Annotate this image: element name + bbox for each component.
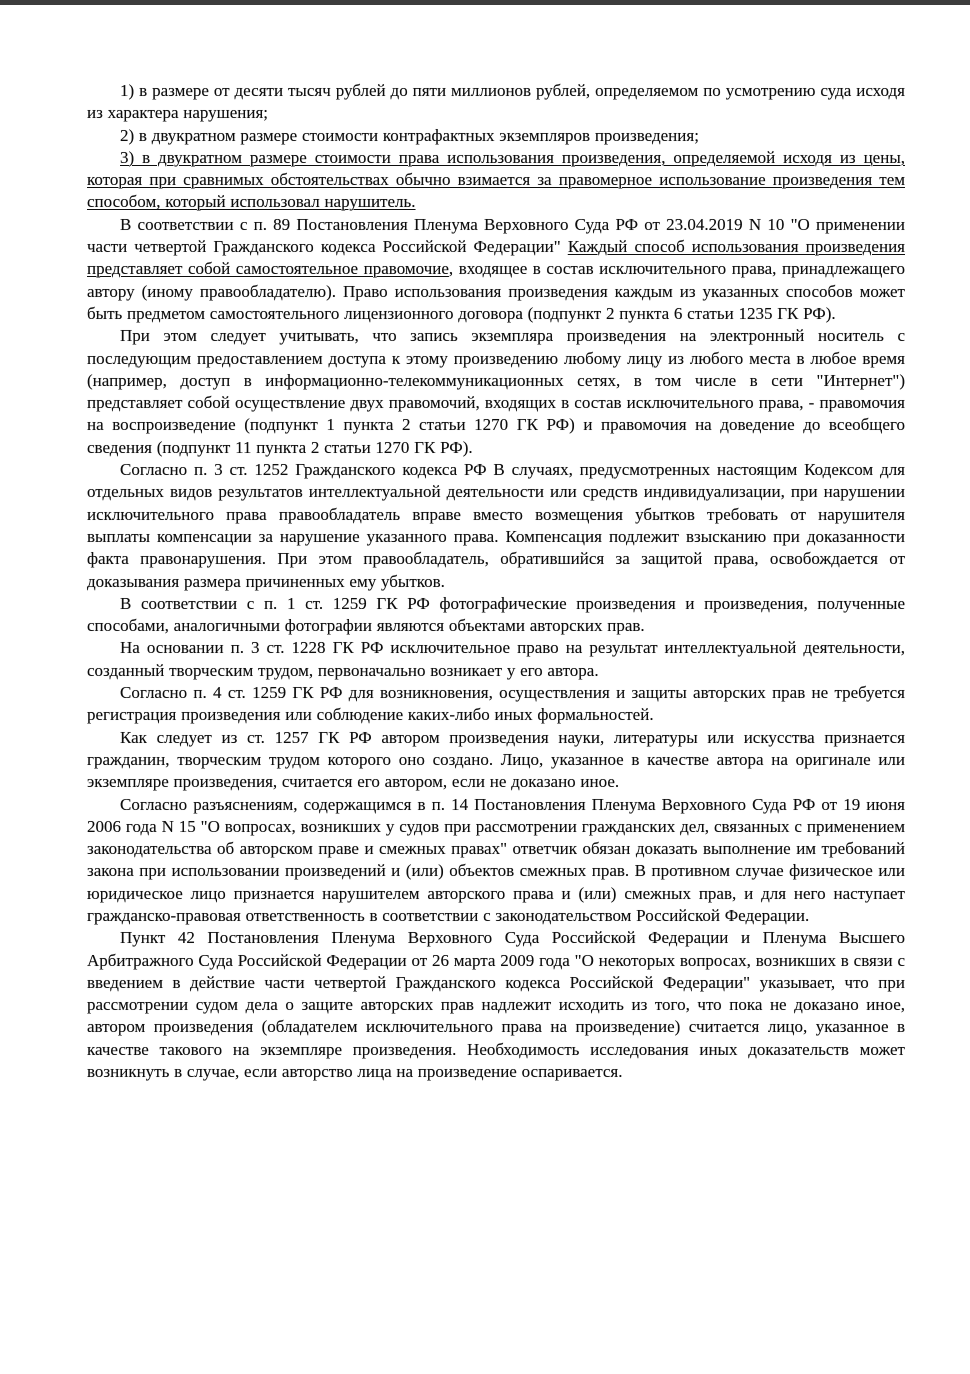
paragraph-para-p14-plenum-2006 bbox=[87, 794, 905, 928]
paragraph-item-3 bbox=[87, 147, 905, 214]
text-segment: При этом следует учитывать, что запись экземпляра произведения на электронный носитель с последующим предоставлением доступа к этому произведению любому лицу из любого места в любое время (например, доступ в информационно-телекоммуникационных сетях, в том числе в сети "Интернет") представляет собой осуществление двух правомочий, входящих в состав исключительного права, - правомочия на воспроизведение (подпункт 1 пункта 2 статьи 1270 ГК РФ) и правомочия на доведение до всеобщего сведения (подпункт 11 пункта 2 статьи 1270 ГК РФ). bbox=[87, 326, 905, 457]
paragraph-item-2 bbox=[87, 125, 905, 147]
scan-top-edge-bar bbox=[0, 0, 970, 5]
paragraph-para-p42-plenum-2009 bbox=[87, 927, 905, 1083]
paragraph-para-st-1259-p1 bbox=[87, 593, 905, 638]
text-segment: 1) в размере от десяти тысяч рублей до пяти миллионов рублей, определяемом по усмотрению суда исходя из характера нарушения; bbox=[87, 81, 905, 123]
text-segment: Как следует из ст. 1257 ГК РФ автором произведения науки, литературы или искусства признается гражданин, творческим трудом которого оно создано. Лицо, указанное в качестве автора на оригинале или экземпляре произведения, считается его автором, если не доказано иное. bbox=[87, 727, 905, 792]
underlined-text-segment: Каждый способ использования произведения представляет собой самостоятельное правомочие bbox=[87, 237, 905, 279]
text-segment: Согласно п. 4 ст. 1259 ГК РФ для возникновения, осуществления и защиты авторских прав не требуется регистрация произведения или соблюдение каких-либо иных формальностей. bbox=[87, 683, 905, 725]
text-segment: В соответствии с п. 89 Постановления Пленума Верховного Суда РФ от 23.04.2019 N 10 "О применении части четвертой Гражданского кодекса Российской Федерации" bbox=[87, 214, 905, 257]
paragraph-para-p89-plenum-2019 bbox=[87, 214, 905, 325]
text-segment: 2) в двукратном размере стоимости контрафактных экземпляров произведения; bbox=[120, 125, 699, 145]
paragraph-para-st-1259-p4 bbox=[87, 682, 905, 727]
text-segment: Пункт 42 Постановления Пленума Верховного Суда Российской Федерации и Пленума Высшего Арбитражного Суда Российской Федерации от 26 марта 2009 года "О некоторых вопросах, возникших в связи с введением в действие части четвертой Гражданского кодекса Российской Федерации" указывает, что при рассмотрении судом дела о защите авторских прав надлежит исходить из того, что пока не доказано иное, автором произведения (обладателем исключительного права на произведение) считается лицо, указанное в качестве такового на экземпляре произведения. Необходимость исследования иных доказательств может возникнуть в случае, если авторство лица на произведение оспаривается. bbox=[87, 928, 905, 1082]
paragraph-para-st-1252 bbox=[87, 459, 905, 593]
paragraph-para-electronic-copy bbox=[87, 325, 905, 459]
paragraph-para-st-1257 bbox=[87, 727, 905, 794]
text-segment: Согласно п. 3 ст. 1252 Гражданского кодекса РФ В случаях, предусмотренных настоящим Кодексом для отдельных видов результатов интеллектуальной деятельности или средств индивидуализации, при нарушении исключительного права правообладатель вправе вместо возмещения убытков требовать от нарушителя выплаты компенсации за нарушение указанного права. Компенсация подлежит взысканию при доказанности факта правонарушения. При этом правообладатель, обратившийся за защитой права, освобождается от доказывания размера причиненных ему убытков. bbox=[87, 460, 905, 591]
text-segment: В соответствии с п. 1 ст. 1259 ГК РФ фотографические произведения и произведения, полученные способами, аналогичными фотографии являются объектами авторских прав. bbox=[87, 593, 905, 636]
document-text bbox=[87, 80, 905, 1083]
paragraph-para-st-1228-p3 bbox=[87, 637, 905, 682]
text-segment: , входящее в состав исключительного права, принадлежащего автору (иному правообладателю). Право использования произведения каждым из указанных способов может быть предметом самостоятельного лицензионного договора (подпункт 2 пункта 6 статьи 1235 ГК РФ). bbox=[87, 259, 905, 323]
text-segment: На основании п. 3 ст. 1228 ГК РФ исключительное право на результат интеллектуальной деятельности, созданный творческим трудом, первоначально возникает у его автора. bbox=[87, 638, 905, 680]
paragraph-item-1 bbox=[87, 80, 905, 125]
underlined-text-segment: 3) в двукратном размере стоимости права использования произведения, определяемой исходя из цены, которая при сравнимых обстоятельствах обычно взимается за правомерное использование произведения тем способом, который использовал нарушитель. bbox=[87, 147, 905, 212]
text-segment: Согласно разъяснениям, содержащимся в п. 14 Постановления Пленума Верховного Суда РФ от 19 июня 2006 года N 15 "О вопросах, возникших у судов при рассмотрении гражданских дел, связанных с применением законодательства об авторском праве и смежных правах" ответчик обязан доказать выполнение им требований закона при использовании произведений и (или) объектов смежных прав. В противном случае физическое или юридическое лицо признается нарушителем авторского права и (или) смежных прав, и для него наступает гражданско-правовая ответственность в соответствии с законодательством Российской Федерации. bbox=[87, 794, 905, 925]
